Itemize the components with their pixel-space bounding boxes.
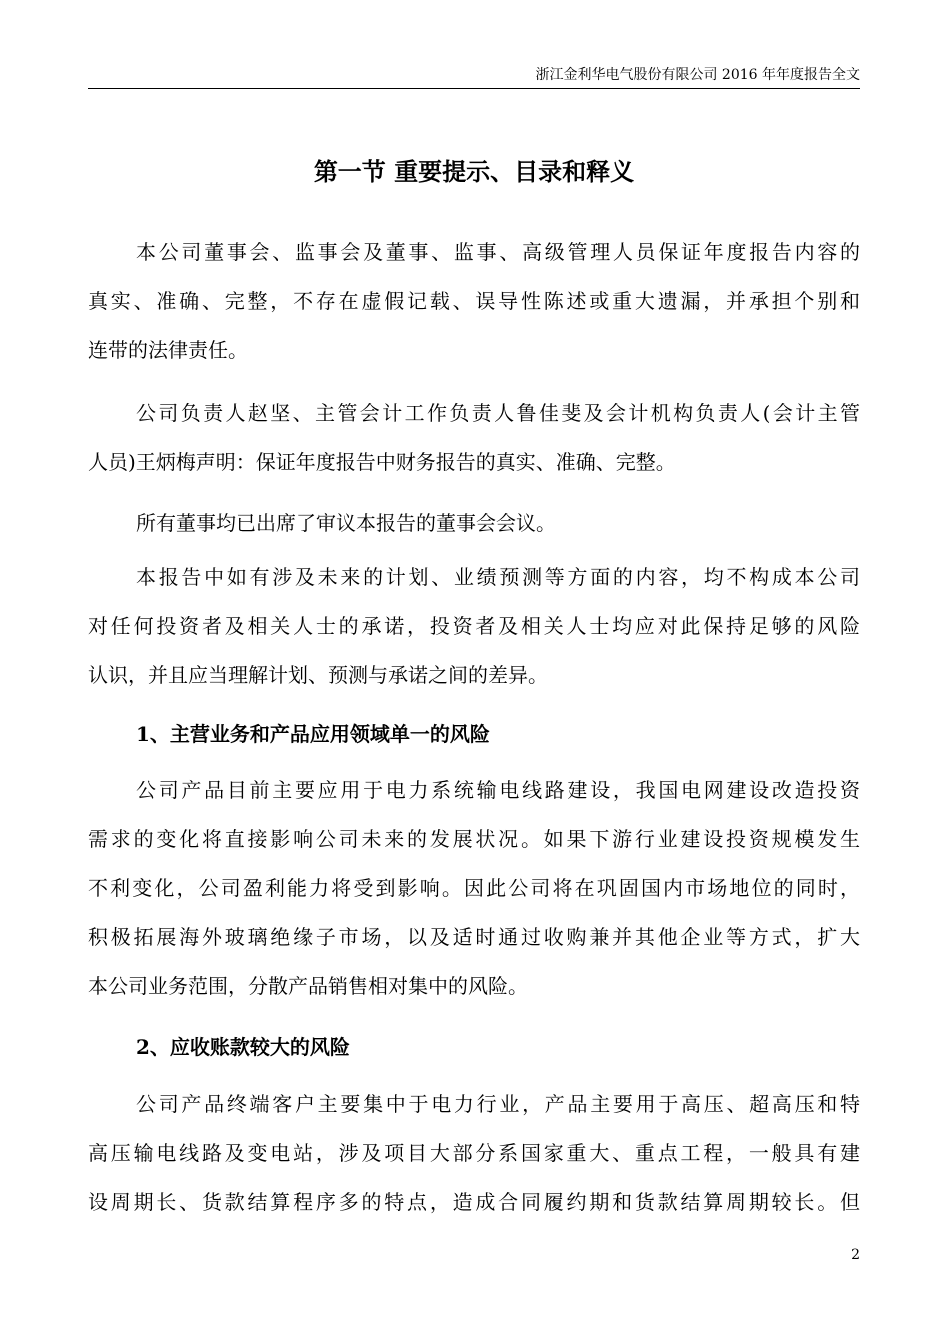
header-text: 浙江金利华电气股份有限公司 2016 年年度报告全文 <box>535 67 860 83</box>
paragraph-line: 本公司董事会、监事会及董事、监事、高级管理人员保证年度报告内容的 <box>136 240 860 264</box>
paragraph-line: 人员)王炳梅声明：保证年度报告中财务报告的真实、准确、完整。 <box>88 450 676 474</box>
paragraph-line: 本报告中如有涉及未来的计划、业绩预测等方面的内容，均不构成本公司 <box>136 565 860 589</box>
paragraph-line: 公司产品目前主要应用于电力系统输电线路建设，我国电网建设改造投资 <box>136 778 860 802</box>
paragraph-line: 高压输电线路及变电站，涉及项目大部分系国家重大、重点工程，一般具有建 <box>88 1141 860 1165</box>
paragraph-line: 本公司业务范围，分散产品销售相对集中的风险。 <box>88 974 528 998</box>
page-header <box>88 62 860 89</box>
paragraph-line: 积极拓展海外玻璃绝缘子市场，以及适时通过收购兼并其他企业等方式，扩大 <box>88 925 860 949</box>
risk-heading: 2、应收账款较大的风险 <box>136 1035 350 1059</box>
section-title: 第一节 重要提示、目录和释义 <box>313 157 635 186</box>
paragraph-line: 对任何投资者及相关人士的承诺，投资者及相关人士均应对此保持足够的风险 <box>88 614 860 638</box>
paragraph-line: 认识，并且应当理解计划、预测与承诺之间的差异。 <box>88 663 548 687</box>
page-number: 2 <box>851 1247 860 1263</box>
paragraph-line: 需求的变化将直接影响公司未来的发展状况。如果下游行业建设投资规模发生 <box>88 827 860 851</box>
paragraph-line: 所有董事均已出席了审议本报告的董事会会议。 <box>136 511 556 535</box>
paragraph-line: 不利变化，公司盈利能力将受到影响。因此公司将在巩固国内市场地位的同时， <box>88 876 860 900</box>
paragraph-line: 真实、准确、完整，不存在虚假记载、误导性陈述或重大遗漏，并承担个别和 <box>88 289 860 313</box>
paragraph-line: 公司负责人赵坚、主管会计工作负责人鲁佳斐及会计机构负责人(会计主管 <box>136 401 860 425</box>
risk-heading: 1、主营业务和产品应用领域单一的风险 <box>136 722 490 746</box>
paragraph-line: 设周期长、货款结算程序多的特点，造成合同履约期和货款结算周期较长。但 <box>88 1190 860 1214</box>
paragraph-line: 连带的法律责任。 <box>88 338 248 362</box>
paragraph-line: 公司产品终端客户主要集中于电力行业，产品主要用于高压、超高压和特 <box>136 1092 860 1116</box>
